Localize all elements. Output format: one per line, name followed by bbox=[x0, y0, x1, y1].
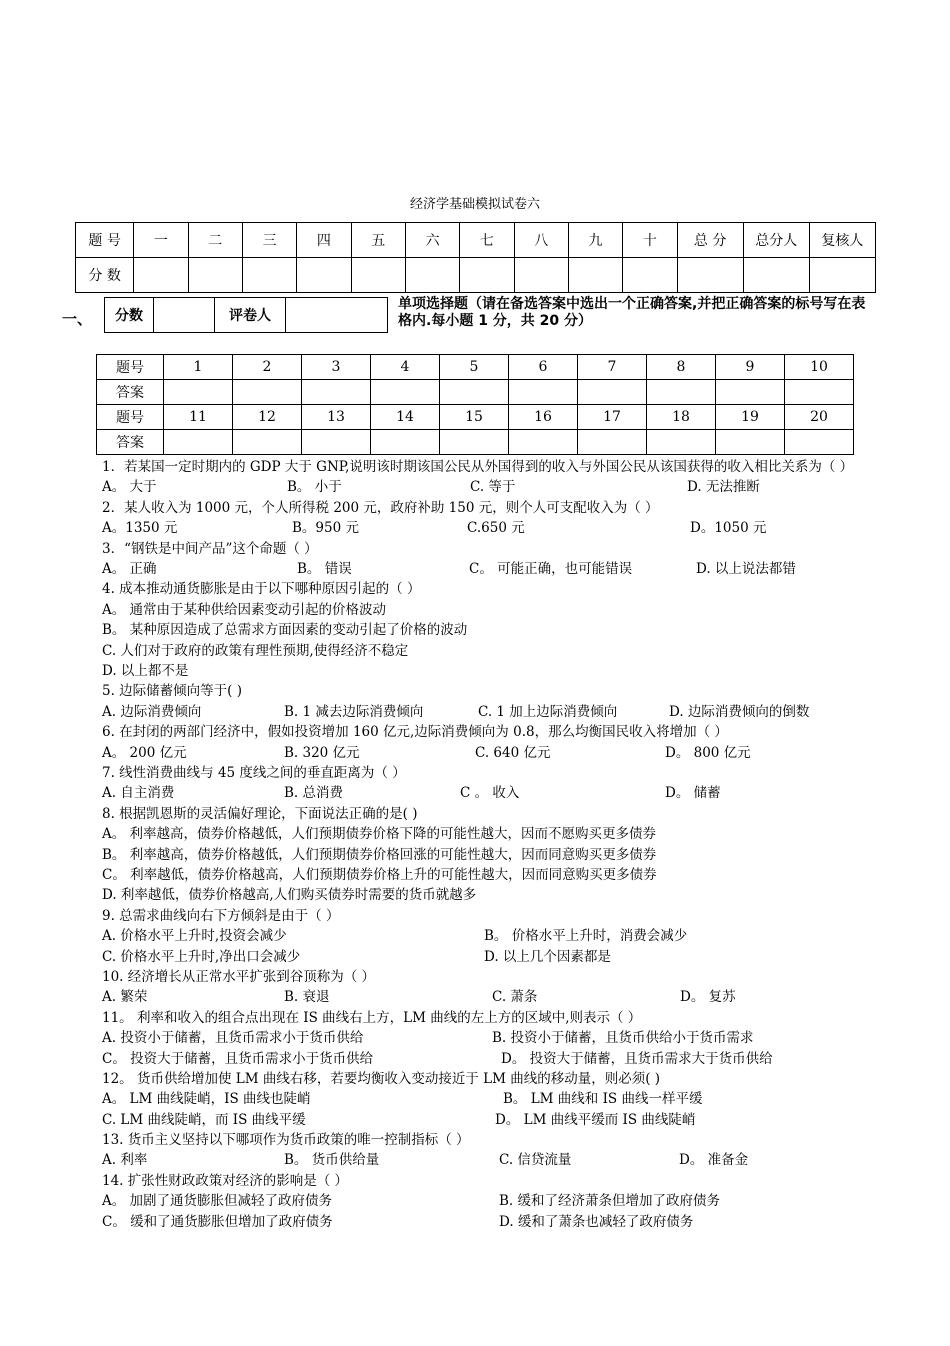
answer-option: B。 错误 bbox=[297, 561, 352, 577]
question-stem: 2．某人收入为 1000 元，个人所得税 200 元，政府补助 150 元，则个人可支配收入为（ ） bbox=[102, 499, 659, 516]
answer-option: A。 加剧了通货膨胀但减轻了政府债务 bbox=[102, 1193, 333, 1210]
answer-option: B。 小于 bbox=[287, 479, 342, 496]
question-item bbox=[102, 1008, 882, 1069]
section-description: 单项选择题（请在备选答案中选出一个正确答案,并把正确答案的标号写在表格内.每小题 1 分，共 20 分） bbox=[398, 296, 866, 329]
question-number-cell: 7 bbox=[578, 355, 647, 380]
score-header-cell: 总分人 bbox=[743, 223, 809, 258]
answer-option: B. 总消费 bbox=[284, 785, 344, 802]
answer-cell[interactable] bbox=[716, 430, 785, 455]
score-cell[interactable] bbox=[809, 258, 875, 293]
option-row bbox=[102, 518, 882, 538]
question-item bbox=[102, 906, 882, 967]
score-table-score-row bbox=[76, 258, 876, 293]
option-row bbox=[102, 702, 882, 722]
answer-cell[interactable] bbox=[578, 380, 647, 405]
answer-number-label: 题号 bbox=[97, 355, 164, 380]
score-cell[interactable] bbox=[623, 258, 677, 293]
answer-option: C 。 收入 bbox=[460, 785, 520, 802]
option-row bbox=[102, 1150, 882, 1170]
answer-option: D。1050 元 bbox=[690, 520, 767, 537]
answer-option: D. 以上说法都错 bbox=[696, 561, 796, 577]
answer-option: C. 1 加上边际消费倾向 bbox=[478, 703, 618, 720]
answer-label: 答案 bbox=[97, 380, 164, 405]
answer-option: D. 边际消费倾向的倒数 bbox=[669, 703, 810, 720]
score-header-cell: 三 bbox=[242, 223, 296, 258]
answer-label: 答案 bbox=[97, 430, 164, 455]
answer-number-label: 题号 bbox=[97, 405, 164, 430]
answer-option: D. 无法推断 bbox=[687, 479, 760, 496]
answer-option: B。 货币供给量 bbox=[284, 1152, 380, 1169]
answer-option: B。 价格水平上升时，消费会减少 bbox=[484, 928, 688, 945]
question-item bbox=[102, 457, 882, 498]
question-number-cell: 5 bbox=[440, 355, 509, 380]
answer-cell[interactable] bbox=[164, 380, 233, 405]
section-number: 一、 bbox=[62, 310, 93, 328]
option-row bbox=[102, 783, 882, 803]
score-header-cell: 题 号 bbox=[76, 223, 134, 258]
answer-option: A。 通常由于某种供给因素变动引起的价格波动 bbox=[102, 601, 387, 618]
question-list bbox=[102, 457, 882, 1232]
option-row bbox=[102, 1191, 882, 1211]
answer-option: A. 利率 bbox=[102, 1152, 148, 1169]
question-stem: 7. 线性消费曲线与 45 度线之间的垂直距离为（ ） bbox=[102, 764, 406, 781]
answer-option: A。 大于 bbox=[102, 479, 157, 496]
answer-option: C. 640 亿元 bbox=[475, 744, 551, 761]
score-header-cell: 四 bbox=[297, 223, 351, 258]
answer-option: B。 某种原因造成了总需求方面因素的变动引起了价格的波动 bbox=[102, 622, 468, 639]
answer-option: D. 利率越低，债券价格越高,人们购买债券时需要的货币就越多 bbox=[102, 887, 477, 904]
question-number-cell: 2 bbox=[233, 355, 302, 380]
question-item bbox=[102, 763, 882, 804]
answer-option: C. 价格水平上升时,净出口会减少 bbox=[102, 948, 301, 965]
answer-table bbox=[96, 354, 854, 455]
question-stem: 6. 在封闭的两部门经济中，假如投资增加 160 亿元,边际消费倾向为 0.8，那么均衡国民收入将增加（ ） bbox=[102, 724, 728, 741]
question-stem: 13. 货币主义坚持以下哪项作为货币政策的唯一控制指标（ ） bbox=[102, 1132, 470, 1149]
question-number-cell: 18 bbox=[647, 405, 716, 430]
score-cell[interactable] bbox=[568, 258, 622, 293]
option-row bbox=[102, 947, 882, 967]
answer-option: A. 投资小于储蓄，且货币需求小于货币供给 bbox=[102, 1030, 364, 1047]
answer-table-number-row bbox=[97, 355, 854, 380]
question-item bbox=[102, 967, 882, 1008]
question-stem: 11。 利率和收入的组合点出现在 IS 曲线右上方，LM 曲线的左上方的区域中,则表示（ ） bbox=[102, 1009, 642, 1026]
answer-cell[interactable] bbox=[509, 380, 578, 405]
score-header-cell: 总 分 bbox=[677, 223, 743, 258]
grader-box bbox=[104, 297, 388, 333]
score-cell[interactable] bbox=[405, 258, 459, 293]
answer-cell[interactable] bbox=[302, 430, 371, 455]
question-number-cell: 17 bbox=[578, 405, 647, 430]
question-item bbox=[102, 579, 882, 681]
question-number-cell: 12 bbox=[233, 405, 302, 430]
question-item bbox=[102, 539, 882, 580]
question-number-cell: 1 bbox=[164, 355, 233, 380]
score-cell[interactable] bbox=[351, 258, 405, 293]
answer-option: D. 以上都不是 bbox=[102, 662, 189, 679]
option-row bbox=[102, 743, 882, 763]
question-number-cell: 3 bbox=[302, 355, 371, 380]
question-item bbox=[102, 498, 882, 539]
answer-option: C. 信贷流量 bbox=[499, 1152, 572, 1169]
answer-option: D。 储蓄 bbox=[665, 785, 721, 802]
score-header-cell: 五 bbox=[351, 223, 405, 258]
question-number-cell: 14 bbox=[371, 405, 440, 430]
answer-option: C。 可能正确，也可能错误 bbox=[469, 561, 633, 577]
score-cell[interactable] bbox=[242, 258, 296, 293]
answer-table-answer-row bbox=[97, 380, 854, 405]
option-row bbox=[102, 926, 882, 946]
question-stem: 5. 边际储蓄倾向等于( ) bbox=[102, 683, 242, 700]
score-header-cell: 八 bbox=[514, 223, 568, 258]
answer-option: A. 繁荣 bbox=[102, 989, 148, 1006]
option-row bbox=[102, 1089, 882, 1109]
answer-option: B。 LM 曲线和 IS 曲线一样平缓 bbox=[503, 1091, 703, 1108]
answer-option: A。 正确 bbox=[102, 561, 157, 577]
answer-option: A. 价格水平上升时,投资会减少 bbox=[102, 928, 287, 945]
score-cell[interactable] bbox=[188, 258, 242, 293]
question-item bbox=[102, 681, 882, 722]
answer-option: D。 复苏 bbox=[680, 989, 736, 1006]
answer-option: C. 萧条 bbox=[492, 989, 538, 1006]
answer-option: C.650 元 bbox=[467, 520, 525, 537]
answer-cell[interactable] bbox=[785, 430, 854, 455]
question-stem: 3．“钢铁是中间产品”这个命题（ ） bbox=[102, 540, 318, 557]
answer-table-number-row bbox=[97, 405, 854, 430]
option-row bbox=[102, 1212, 882, 1232]
question-number-cell: 9 bbox=[716, 355, 785, 380]
question-number-cell: 20 bbox=[785, 405, 854, 430]
question-number-cell: 19 bbox=[716, 405, 785, 430]
score-header-cell: 十 bbox=[623, 223, 677, 258]
score-row-label: 分 数 bbox=[76, 258, 134, 293]
answer-option: C. LM 曲线陡峭，而 IS 曲线平缓 bbox=[102, 1111, 306, 1128]
answer-option: B. 衰退 bbox=[284, 989, 330, 1006]
question-number-cell: 11 bbox=[164, 405, 233, 430]
answer-option: B。950 元 bbox=[292, 520, 359, 537]
answer-cell[interactable] bbox=[440, 380, 509, 405]
question-number-cell: 15 bbox=[440, 405, 509, 430]
question-number-cell: 4 bbox=[371, 355, 440, 380]
answer-option: A. 边际消费倾向 bbox=[102, 703, 202, 720]
option-row bbox=[102, 477, 882, 497]
score-table bbox=[75, 222, 876, 293]
answer-option: B. 320 亿元 bbox=[284, 744, 360, 761]
answer-option: C. 人们对于政府的政策有理性预期,使得经济不稳定 bbox=[102, 642, 409, 659]
score-header-cell: 六 bbox=[405, 223, 459, 258]
answer-option: C。 利率越低，债券价格越高，人们预期债券价格上升的可能性越大，因而同意购买更多债券 bbox=[102, 866, 657, 883]
option-row bbox=[102, 987, 882, 1007]
answer-option: D。 800 亿元 bbox=[665, 744, 751, 761]
answer-option: D。 准备金 bbox=[679, 1152, 749, 1169]
question-stem: 14. 扩张性财政政策对经济的影响是（ ） bbox=[102, 1172, 349, 1189]
answer-option: D。 投资大于储蓄，且货币需求大于货币供给 bbox=[501, 1050, 773, 1067]
answer-table-answer-row bbox=[97, 430, 854, 455]
answer-option: D。 LM 曲线平缓而 IS 曲线陡峭 bbox=[495, 1111, 696, 1128]
question-stem: 10. 经济增长从正常水平扩张到谷顶称为（ ） bbox=[102, 968, 376, 985]
answer-cell[interactable] bbox=[371, 380, 440, 405]
option-row bbox=[102, 1049, 882, 1069]
answer-option: D. 以上几个因素都是 bbox=[484, 948, 611, 965]
question-item bbox=[102, 722, 882, 763]
answer-option: B。 利率越高，债券价格越低，人们预期债券价格回涨的可能性越大，因而同意购买更多债券 bbox=[102, 846, 657, 863]
grader-name-label: 评卷人 bbox=[215, 298, 286, 333]
answer-cell[interactable] bbox=[440, 430, 509, 455]
answer-cell[interactable] bbox=[233, 380, 302, 405]
question-item bbox=[102, 1069, 882, 1130]
question-stem: 9. 总需求曲线向右下方倾斜是由于（ ） bbox=[102, 907, 340, 924]
score-header-cell: 二 bbox=[188, 223, 242, 258]
question-number-cell: 6 bbox=[509, 355, 578, 380]
answer-cell[interactable] bbox=[509, 430, 578, 455]
answer-cell[interactable] bbox=[233, 430, 302, 455]
answer-cell[interactable] bbox=[647, 380, 716, 405]
score-cell[interactable] bbox=[743, 258, 809, 293]
answer-cell[interactable] bbox=[371, 430, 440, 455]
answer-option: B. 1 减去边际消费倾向 bbox=[284, 703, 424, 720]
question-stem: 4. 成本推动通货膨胀是由于以下哪种原因引起的（ ） bbox=[102, 581, 421, 598]
question-stem: 1．若某国一定时期内的 GDP 大于 GNP,说明该时期该国公民从外国得到的收入与外国公民从该国获得的收入相比关系为（ ） bbox=[102, 459, 854, 475]
answer-cell[interactable] bbox=[302, 380, 371, 405]
question-stem: 8. 根据凯恩斯的灵活偏好理论，下面说法正确的是( ) bbox=[102, 805, 418, 822]
score-cell[interactable] bbox=[460, 258, 514, 293]
answer-option: C。 投资大于储蓄，且货币需求小于货币供给 bbox=[102, 1050, 374, 1067]
score-header-cell: 一 bbox=[134, 223, 188, 258]
question-item bbox=[102, 1130, 882, 1171]
option-row bbox=[102, 559, 882, 579]
question-number-cell: 10 bbox=[785, 355, 854, 380]
answer-cell[interactable] bbox=[785, 380, 854, 405]
answer-cell[interactable] bbox=[716, 380, 785, 405]
score-cell[interactable] bbox=[297, 258, 351, 293]
score-header-cell: 七 bbox=[460, 223, 514, 258]
answer-option: D. 缓和了萧条也减轻了政府债务 bbox=[499, 1213, 694, 1230]
question-stem: 12。 货币供给增加使 LM 曲线右移，若要均衡收入变动接近于 LM 曲线的移动量，则必须( ) bbox=[102, 1070, 661, 1087]
answer-option: A。 200 亿元 bbox=[102, 744, 187, 761]
score-table-header-row bbox=[76, 223, 876, 258]
answer-option: A。 利率越高，债券价格越低，人们预期债券价格下降的可能性越大，因而不愿购买更多债券 bbox=[102, 826, 657, 843]
answer-option: A。 LM 曲线陡峭，IS 曲线也陡峭 bbox=[102, 1091, 311, 1108]
exam-title: 经济学基础模拟试卷六 bbox=[409, 197, 540, 212]
answer-option: A。1350 元 bbox=[102, 520, 178, 537]
question-number-cell: 13 bbox=[302, 405, 371, 430]
question-item bbox=[102, 804, 882, 906]
answer-option: B. 投资小于储蓄，且货币供给小于货币需求 bbox=[492, 1030, 754, 1047]
option-row bbox=[102, 1110, 882, 1130]
answer-option: C。 缓和了通货膨胀但增加了政府债务 bbox=[102, 1213, 333, 1230]
answer-cell[interactable] bbox=[164, 430, 233, 455]
score-header-cell: 复核人 bbox=[809, 223, 875, 258]
option-row bbox=[102, 1028, 882, 1048]
answer-option: B. 缓和了经济萧条但增加了政府债务 bbox=[499, 1193, 721, 1210]
question-number-cell: 16 bbox=[509, 405, 578, 430]
grader-score-label: 分数 bbox=[105, 298, 154, 333]
score-cell[interactable] bbox=[134, 258, 188, 293]
grader-name-cell[interactable] bbox=[286, 298, 388, 333]
answer-option: A. 自主消费 bbox=[102, 785, 175, 802]
answer-cell[interactable] bbox=[647, 430, 716, 455]
answer-cell[interactable] bbox=[578, 430, 647, 455]
question-item bbox=[102, 1171, 882, 1232]
score-cell[interactable] bbox=[677, 258, 743, 293]
score-cell[interactable] bbox=[514, 258, 568, 293]
grader-score-cell[interactable] bbox=[154, 298, 215, 333]
answer-option: C. 等于 bbox=[470, 479, 516, 496]
question-number-cell: 8 bbox=[647, 355, 716, 380]
score-header-cell: 九 bbox=[568, 223, 622, 258]
